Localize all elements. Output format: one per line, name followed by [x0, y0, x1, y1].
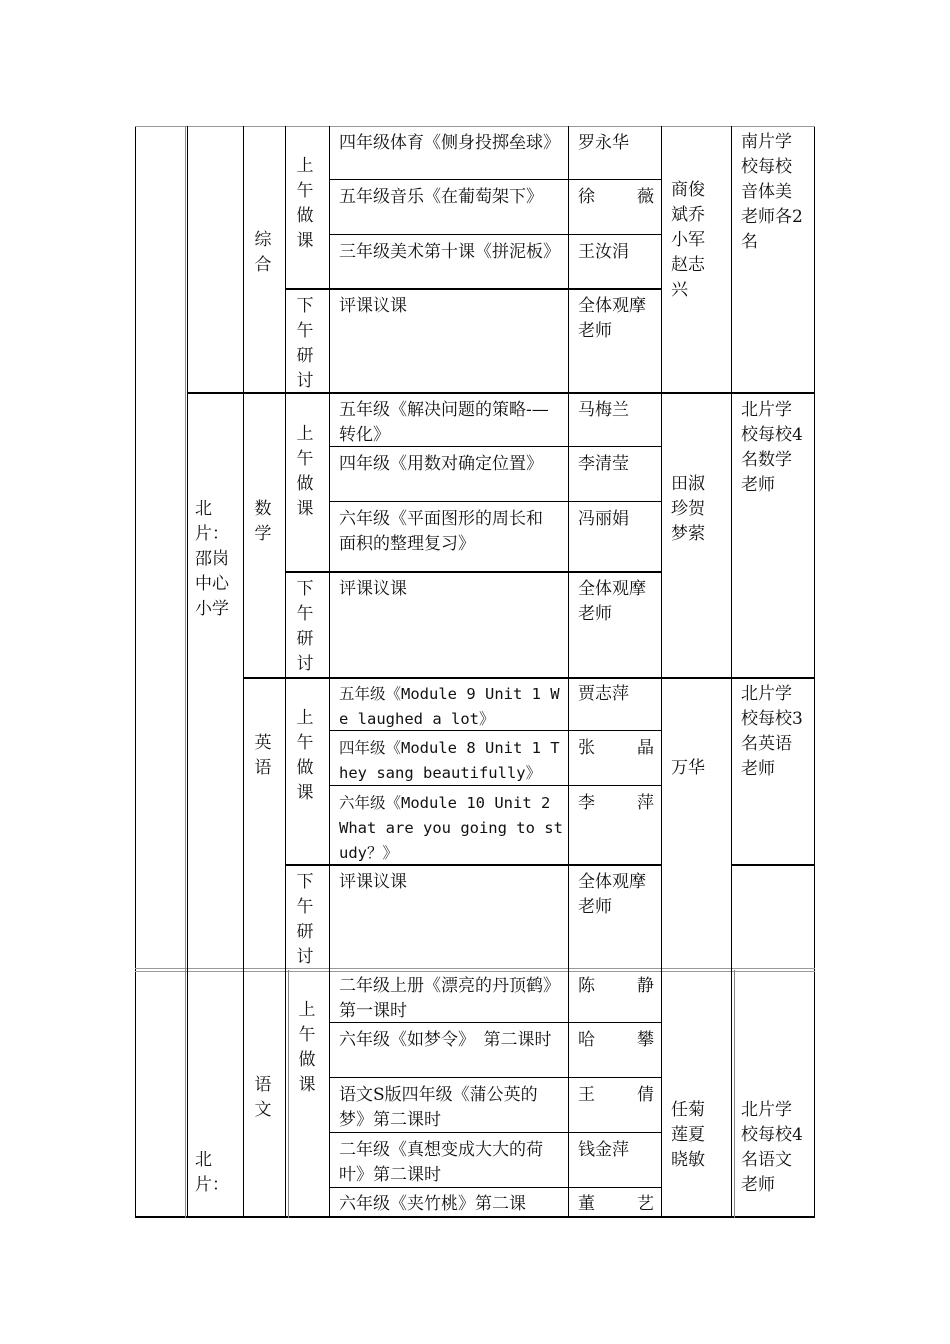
teacher-name: 陈 静	[578, 976, 654, 996]
lesson-title: 五年级《解决问题的策略-—转化》	[339, 400, 549, 445]
session-pm-label: 下午研讨	[296, 296, 314, 391]
row-line	[187, 392, 815, 394]
row-line	[329, 501, 661, 502]
teacher-name: 董 艺	[578, 1194, 654, 1214]
page-break-line	[135, 968, 815, 969]
teacher-name: 哈 攀	[578, 1030, 654, 1050]
teacher-name: 徐 薇	[578, 187, 654, 207]
col-line	[243, 126, 244, 1218]
pm-teacher: 全体观摩老师	[578, 296, 646, 341]
session-am-label: 上午做课	[296, 424, 314, 519]
lesson-title: 四年级体育《侧身投掷垒球》	[339, 133, 560, 153]
participants: 南片学校每校音体美老师各2名	[741, 132, 803, 252]
col-line	[734, 970, 735, 1218]
session-am-label: 上午做课	[298, 1000, 316, 1095]
experts: 田淑珍贺梦萦	[671, 474, 705, 544]
col-line	[185, 126, 186, 1218]
session-am-label: 上午做课	[296, 156, 314, 251]
lesson-title: 二年级《真想变成大大的荷叶》第二课时	[339, 1140, 543, 1185]
subject-label: 语文	[254, 1075, 272, 1120]
experts: 任菊莲夏晓敏	[671, 1100, 705, 1170]
teacher-name: 王 倩	[578, 1085, 654, 1105]
table-border	[814, 126, 815, 1218]
row-line	[285, 571, 661, 573]
lesson-title: 五年级《Module 9 Unit 1 We laughed a lot》	[339, 685, 560, 728]
experts: 商俊斌乔小军赵志兴	[671, 180, 705, 300]
row-line	[329, 1077, 661, 1078]
lesson-title: 三年级美术第十课《拼泥板》	[339, 242, 560, 262]
col-line	[661, 126, 662, 1218]
session-pm-label: 下午研讨	[296, 872, 314, 967]
teacher-name: 李 萍	[578, 793, 654, 813]
row-line	[329, 179, 661, 180]
lesson-title: 六年级《如梦令》 第二课时	[339, 1030, 552, 1050]
teacher-name: 李清莹	[578, 454, 629, 474]
row-line	[329, 234, 661, 235]
teacher-name: 王汝涓	[578, 242, 629, 262]
col-line	[288, 970, 289, 1218]
pm-teacher: 全体观摩老师	[578, 579, 646, 624]
lesson-title: 六年级《Module 10 Unit 2 What are you going to study？》	[339, 794, 563, 862]
teacher-name: 钱金萍	[578, 1140, 629, 1160]
participants: 北片学校每校4名数学老师	[741, 400, 803, 495]
row-line	[243, 677, 815, 679]
subject-label: 英语	[254, 733, 272, 778]
session-pm-label: 下午研讨	[296, 579, 314, 674]
school-name: 北片：邵岗中心小学	[195, 499, 229, 619]
pm-activity: 评课议课	[339, 296, 407, 316]
lesson-title: 五年级音乐《在葡萄架下》	[339, 187, 543, 207]
lesson-title: 六年级《夹竹桃》第二课	[339, 1194, 526, 1214]
participants: 北片学校每校4名语文老师	[741, 1100, 803, 1195]
row-line	[285, 288, 661, 290]
pm-activity: 评课议课	[339, 579, 407, 599]
session-am-label: 上午做课	[296, 708, 314, 803]
page-break-line	[135, 971, 815, 972]
row-line	[731, 864, 815, 866]
pm-activity: 评课议课	[339, 872, 407, 892]
lesson-title: 语文S版四年级《蒲公英的梦》第二课时	[339, 1085, 538, 1130]
col-line	[731, 126, 732, 1218]
col-line	[187, 126, 188, 1218]
table-border	[135, 126, 815, 127]
lesson-title: 四年级《Module 8 Unit 1 They sang beautifully》	[339, 739, 560, 782]
participants: 北片学校每校3名英语老师	[741, 684, 803, 779]
table-border	[135, 126, 136, 1218]
lesson-title: 六年级《平面图形的周长和面积的整理复习》	[339, 509, 543, 554]
teacher-name: 马梅兰	[578, 400, 629, 420]
lesson-title: 四年级《用数对确定位置》	[339, 454, 543, 474]
teacher-name: 贾志萍	[578, 684, 629, 704]
teacher-name: 罗永华	[578, 133, 629, 153]
lesson-title: 二年级上册《漂亮的丹顶鹤》第一课时	[339, 976, 552, 1021]
teacher-name: 冯丽娟	[578, 509, 629, 529]
experts: 万华	[671, 758, 705, 778]
subject-label: 综合	[254, 230, 272, 275]
teacher-name: 张 晶	[578, 738, 654, 758]
subject-label: 数学	[254, 499, 272, 544]
table-border	[135, 1216, 815, 1218]
school-name: 北片：	[195, 1150, 229, 1195]
pm-teacher: 全体观摩老师	[578, 872, 646, 917]
